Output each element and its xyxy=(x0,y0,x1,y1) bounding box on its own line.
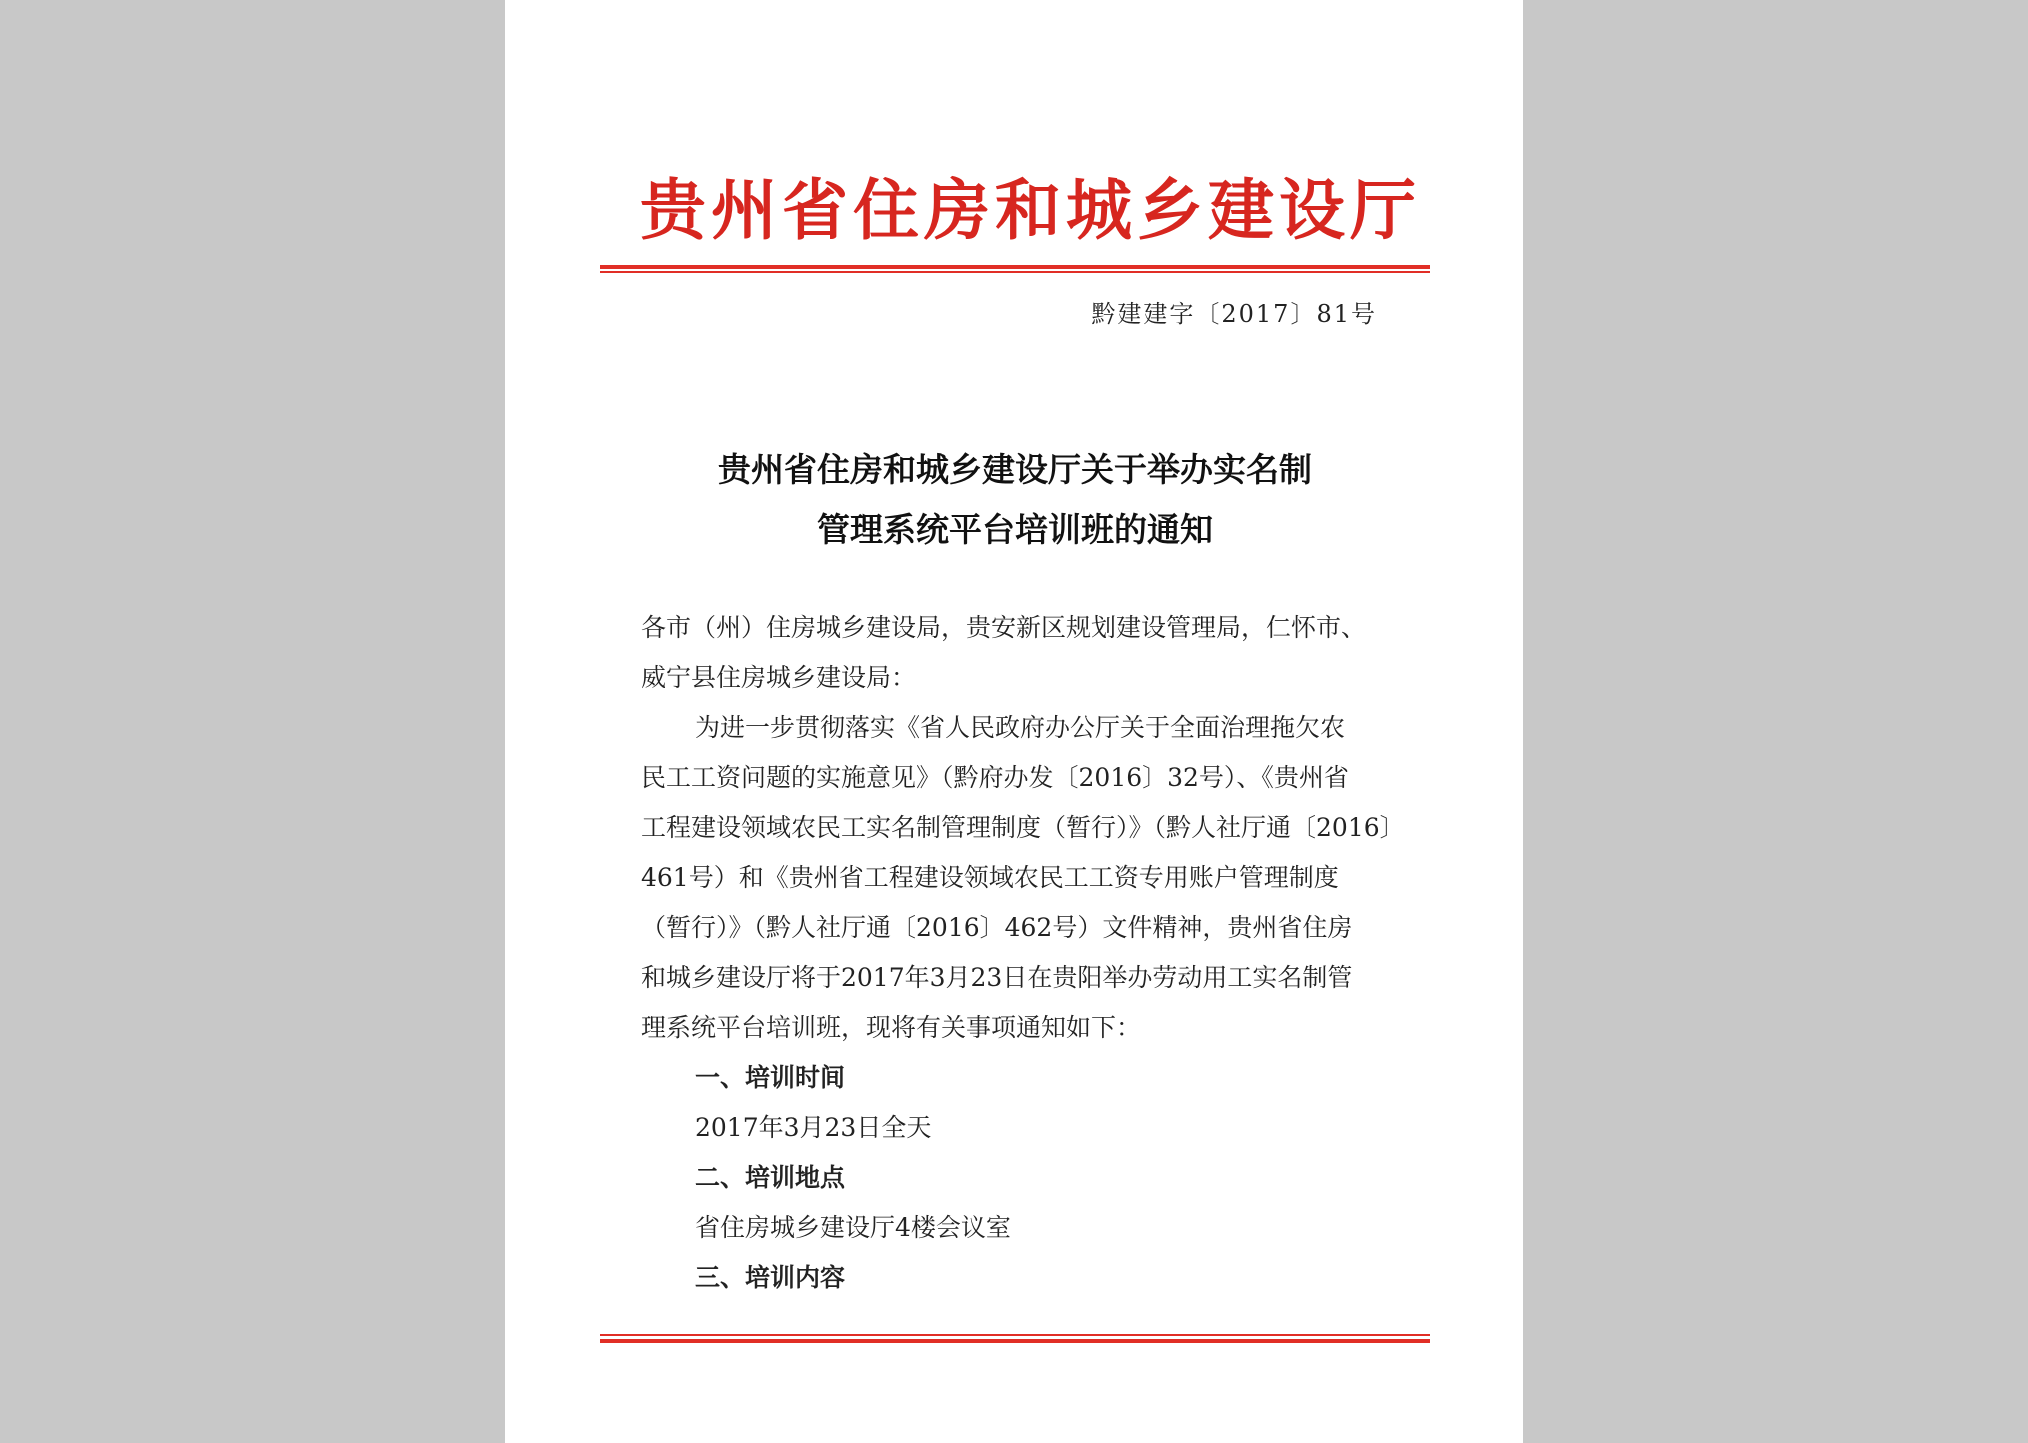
document-number: 黔建建字〔2017〕81号 xyxy=(1091,300,1377,328)
section-heading-content: 三、培训内容 xyxy=(695,1263,846,1292)
paragraph-line-7: 理系统平台培训班，现将有关事项通知如下： xyxy=(641,1013,1142,1042)
notice-title-line-2: 管理系统平台培训班的通知 xyxy=(817,510,1213,549)
addressee-line-2: 威宁县住房城乡建设局： xyxy=(641,663,917,692)
issuer-masthead: 贵州省住房和城乡建设厅 xyxy=(640,171,1421,249)
paragraph-line-3: 工程建设领域农民工实名制管理制度（暂行）》（黔人社厅通〔2016〕 xyxy=(641,813,1405,842)
section-heading-time: 一、培训时间 xyxy=(695,1063,846,1092)
masthead-rule-thin xyxy=(600,271,1430,273)
paragraph-line-1: 为进一步贯彻落实《省人民政府办公厅关于全面治理拖欠农 xyxy=(695,713,1346,742)
footer-rule-thin xyxy=(600,1334,1430,1336)
document-page xyxy=(505,0,1523,1443)
section-heading-location: 二、培训地点 xyxy=(695,1163,846,1192)
masthead-rule-thick xyxy=(600,265,1430,269)
notice-title-line-1: 贵州省住房和城乡建设厅关于举办实名制 xyxy=(718,450,1312,489)
paragraph-line-4: 461号）和《贵州省工程建设领域农民工工资专用账户管理制度 xyxy=(641,863,1339,892)
footer-rule-thick xyxy=(600,1339,1430,1343)
paragraph-line-2: 民工工资问题的实施意见》（黔府办发〔2016〕32号）、《贵州省 xyxy=(641,763,1349,792)
section-text-time: 2017年3月23日全天 xyxy=(695,1113,932,1142)
addressee-line-1: 各市（州）住房城乡建设局，贵安新区规划建设管理局，仁怀市、 xyxy=(641,613,1367,642)
paragraph-line-6: 和城乡建设厅将于2017年3月23日在贵阳举办劳动用工实名制管 xyxy=(641,963,1353,992)
paragraph-line-5: （暂行）》（黔人社厅通〔2016〕462号）文件精神，贵州省住房 xyxy=(641,913,1353,942)
section-text-location: 省住房城乡建设厅4楼会议室 xyxy=(695,1213,1011,1242)
